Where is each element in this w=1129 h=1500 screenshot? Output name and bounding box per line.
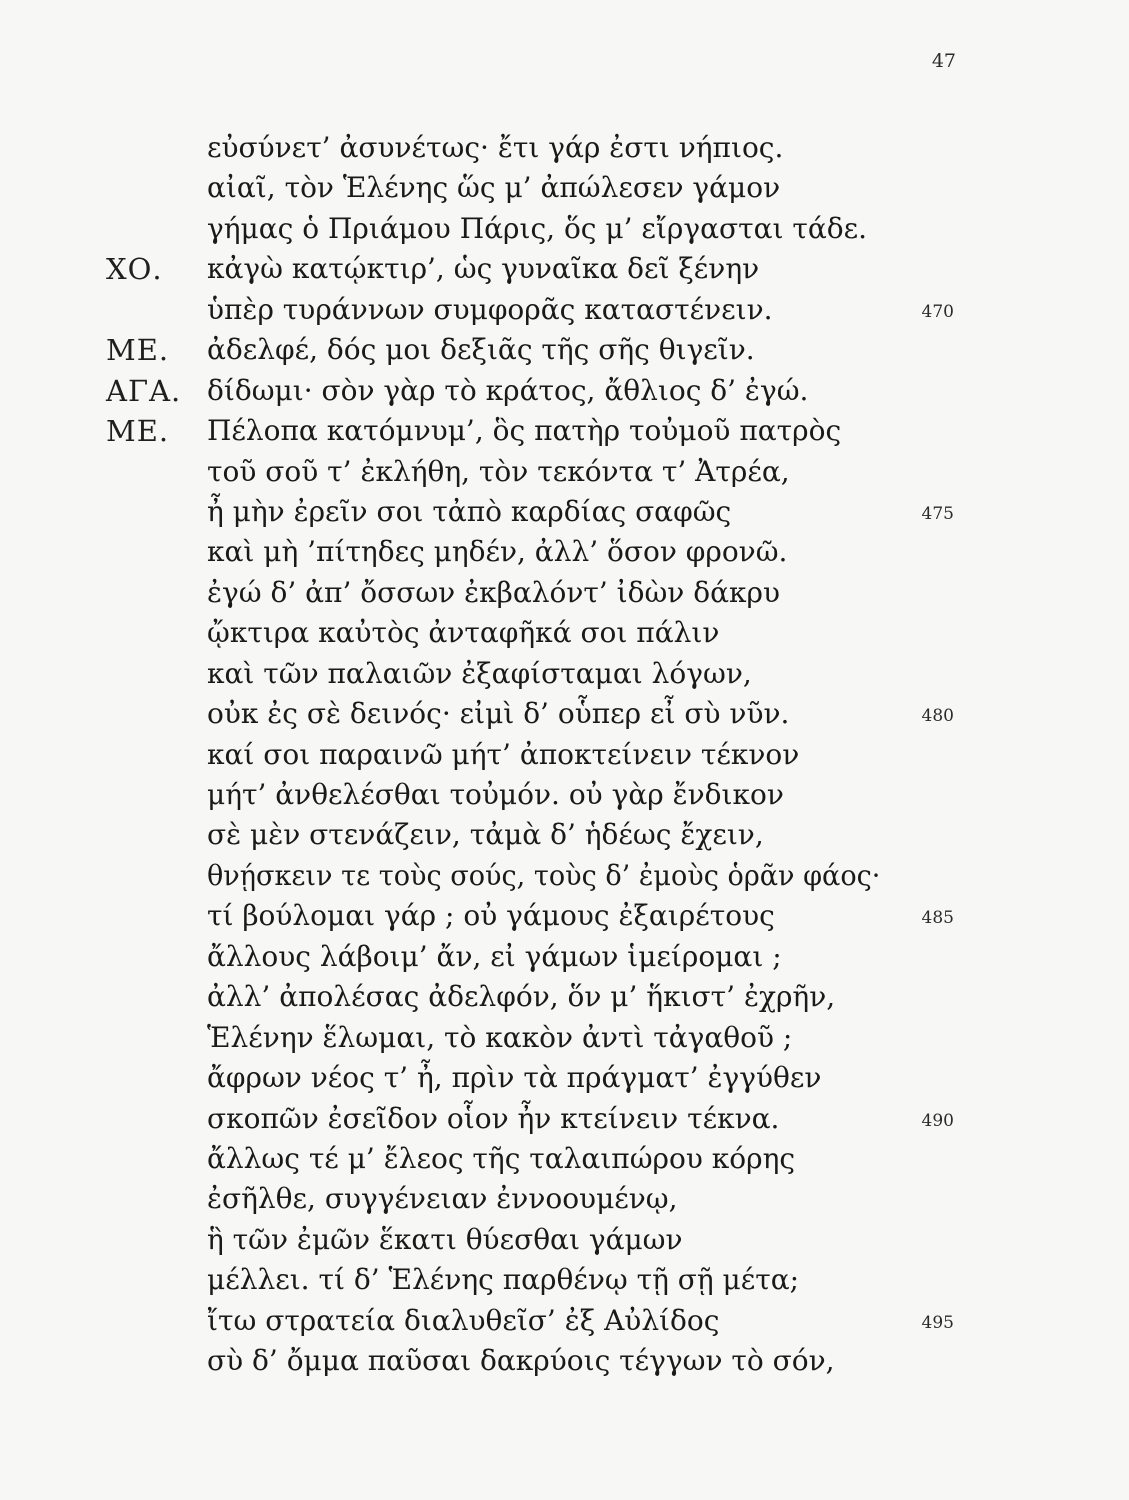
- verse-text: ἀδελφέ, δός μοι δεξιᾶς τῆς σῆς θιγεῖν.: [207, 333, 755, 367]
- verse-line: [0, 654, 1129, 694]
- speaker-label: ΑΓΑ.: [106, 373, 182, 408]
- line-number: 470: [921, 301, 954, 322]
- verse-text: Ἑλένην ἕλωμαι, τὸ κακὸν ἀντὶ τἀγαθοῦ ;: [207, 1020, 793, 1054]
- verse-line: [0, 128, 1129, 168]
- verse-text: κἀγὼ κατῴκτιρ’, ὡς γυναῖκα δεῖ ξένην: [207, 252, 760, 286]
- verse-text: θνῄσκειν τε τοὺς σούς, τοὺς δ’ ἐμοὺς ὁρᾶν φάος·: [207, 858, 881, 892]
- verse-text: καί σοι παραινῶ μήτ’ ἀποκτείνειν τέκνον: [207, 737, 800, 771]
- verse-line: [0, 1139, 1129, 1179]
- verse-line: [0, 1058, 1129, 1098]
- verse-text: αἰαῖ, τὸν Ἑλένης ὥς μ’ ἀπώλεσεν γάμον: [207, 171, 781, 205]
- verse-text: ἄλλως τέ μ’ ἔλεος τῆς ταλαιπώρου κόρης: [207, 1141, 796, 1175]
- verse-block: [0, 128, 1129, 1382]
- verse-text: ἐγώ δ’ ἀπ’ ὄσσων ἐκβαλόντ’ ἰδὼν δάκρυ: [207, 575, 780, 609]
- verse-text: ἣ τῶν ἐμῶν ἕκατι θύεσθαι γάμων: [207, 1222, 683, 1256]
- verse-text: ἄφρων νέος τ’ ἦ, πρὶν τὰ πράγματ’ ἐγγύθεν: [207, 1061, 822, 1095]
- verse-text: τοῦ σοῦ τ’ ἐκλήθη, τὸν τεκόντα τ’ Ἀτρέα,: [207, 454, 790, 488]
- verse-line: [0, 815, 1129, 855]
- verse-text: ᾤκτιρα καὐτὸς ἀνταφῆκά σοι πάλιν: [207, 616, 720, 650]
- line-number: 480: [921, 706, 954, 727]
- speaker-label: ΜΕ.: [106, 414, 170, 449]
- verse-line: [0, 977, 1129, 1017]
- speaker-label: ΧΟ.: [106, 252, 163, 287]
- verse-line: [0, 937, 1129, 977]
- verse-line: [0, 735, 1129, 775]
- verse-line: [0, 1301, 1129, 1341]
- verse-line: [0, 896, 1129, 936]
- verse-text: σκοπῶν ἐσεῖδον οἷον ἦν κτείνειν τέκνα.: [207, 1101, 780, 1135]
- verse-line: [0, 613, 1129, 653]
- verse-text: ἦ μὴν ἐρεῖν σοι τἀπὸ καρδίας σαφῶς: [207, 494, 732, 528]
- verse-line: [0, 452, 1129, 492]
- speaker-label: ΜΕ.: [106, 333, 170, 368]
- verse-text: τί βούλομαι γάρ ; οὐ γάμους ἐξαιρέτους: [207, 899, 775, 933]
- verse-line: [0, 411, 1129, 451]
- verse-text: μέλλει. τί δ’ Ἑλένης παρθένῳ τῇ σῇ μέτα;: [207, 1263, 800, 1297]
- verse-text: δίδωμι· σὸν γὰρ τὸ κράτος, ἄθλιος δ’ ἐγώ.: [207, 373, 809, 407]
- verse-text: οὐκ ἐς σὲ δεινός· εἰμὶ δ’ οὗπερ εἶ σὺ νῦν.: [207, 697, 790, 731]
- line-number: 495: [921, 1312, 954, 1333]
- verse-line: [0, 1099, 1129, 1139]
- verse-line: [0, 1018, 1129, 1058]
- verse-text: ἐσῆλθε, συγγένειαν ἐννοουμένῳ,: [207, 1182, 678, 1216]
- verse-text: γήμας ὁ Πριάμου Πάρις, ὅς μ’ εἴργασται τάδε.: [207, 211, 868, 245]
- verse-line: [0, 856, 1129, 896]
- line-number: 490: [921, 1110, 954, 1131]
- verse-text: μήτ’ ἀνθελέσθαι τοὐμόν. οὐ γὰρ ἔνδικον: [207, 778, 784, 811]
- verse-line: [0, 532, 1129, 572]
- verse-line: [0, 168, 1129, 208]
- verse-text: ἀλλ’ ἀπολέσας ἀδελφόν, ὅν μ’ ἥκιστ’ ἐχρῆν,: [207, 980, 836, 1014]
- verse-line: [0, 694, 1129, 734]
- verse-line: [0, 371, 1129, 411]
- verse-line: [0, 290, 1129, 330]
- verse-text: ἴτω στρατεία διαλυθεῖσ’ ἐξ Αὐλίδος: [207, 1303, 720, 1337]
- verse-text: ὑπὲρ τυράννων συμφορᾶς καταστένειν.: [207, 292, 773, 326]
- verse-text: εὐσύνετ’ ἀσυνέτως· ἔτι γάρ ἐστι νήπιος.: [207, 131, 784, 164]
- verse-text: σὺ δ’ ὄμμα παῦσαι δακρύοις τέγγων τὸ σόν,: [207, 1344, 835, 1378]
- verse-text: καὶ τῶν παλαιῶν ἐξαφίσταμαι λόγων,: [207, 656, 752, 690]
- line-number: 485: [921, 908, 954, 929]
- verse-line: [0, 209, 1129, 249]
- verse-line: [0, 492, 1129, 532]
- line-number: 475: [921, 503, 954, 524]
- verse-text: Πέλοπα κατόμνυμ’, ὃς πατὴρ τοὐμοῦ πατρὸς: [207, 414, 842, 448]
- verse-text: ἄλλους λάβοιμ’ ἄν, εἰ γάμων ἱμείρομαι ;: [207, 939, 782, 973]
- verse-line: [0, 1341, 1129, 1381]
- verse-line: [0, 1260, 1129, 1300]
- verse-line: [0, 1179, 1129, 1219]
- verse-line: [0, 775, 1129, 815]
- verse-line: [0, 330, 1129, 370]
- verse-line: [0, 1220, 1129, 1260]
- page-number: 47: [931, 50, 956, 72]
- verse-text: καὶ μὴ ’πίτηδες μηδέν, ἀλλ’ ὅσον φρονῶ.: [207, 535, 788, 569]
- verse-text: σὲ μὲν στενάζειν, τἀμὰ δ’ ἡδέως ἔχειν,: [207, 818, 764, 852]
- verse-line: [0, 249, 1129, 289]
- verse-line: [0, 573, 1129, 613]
